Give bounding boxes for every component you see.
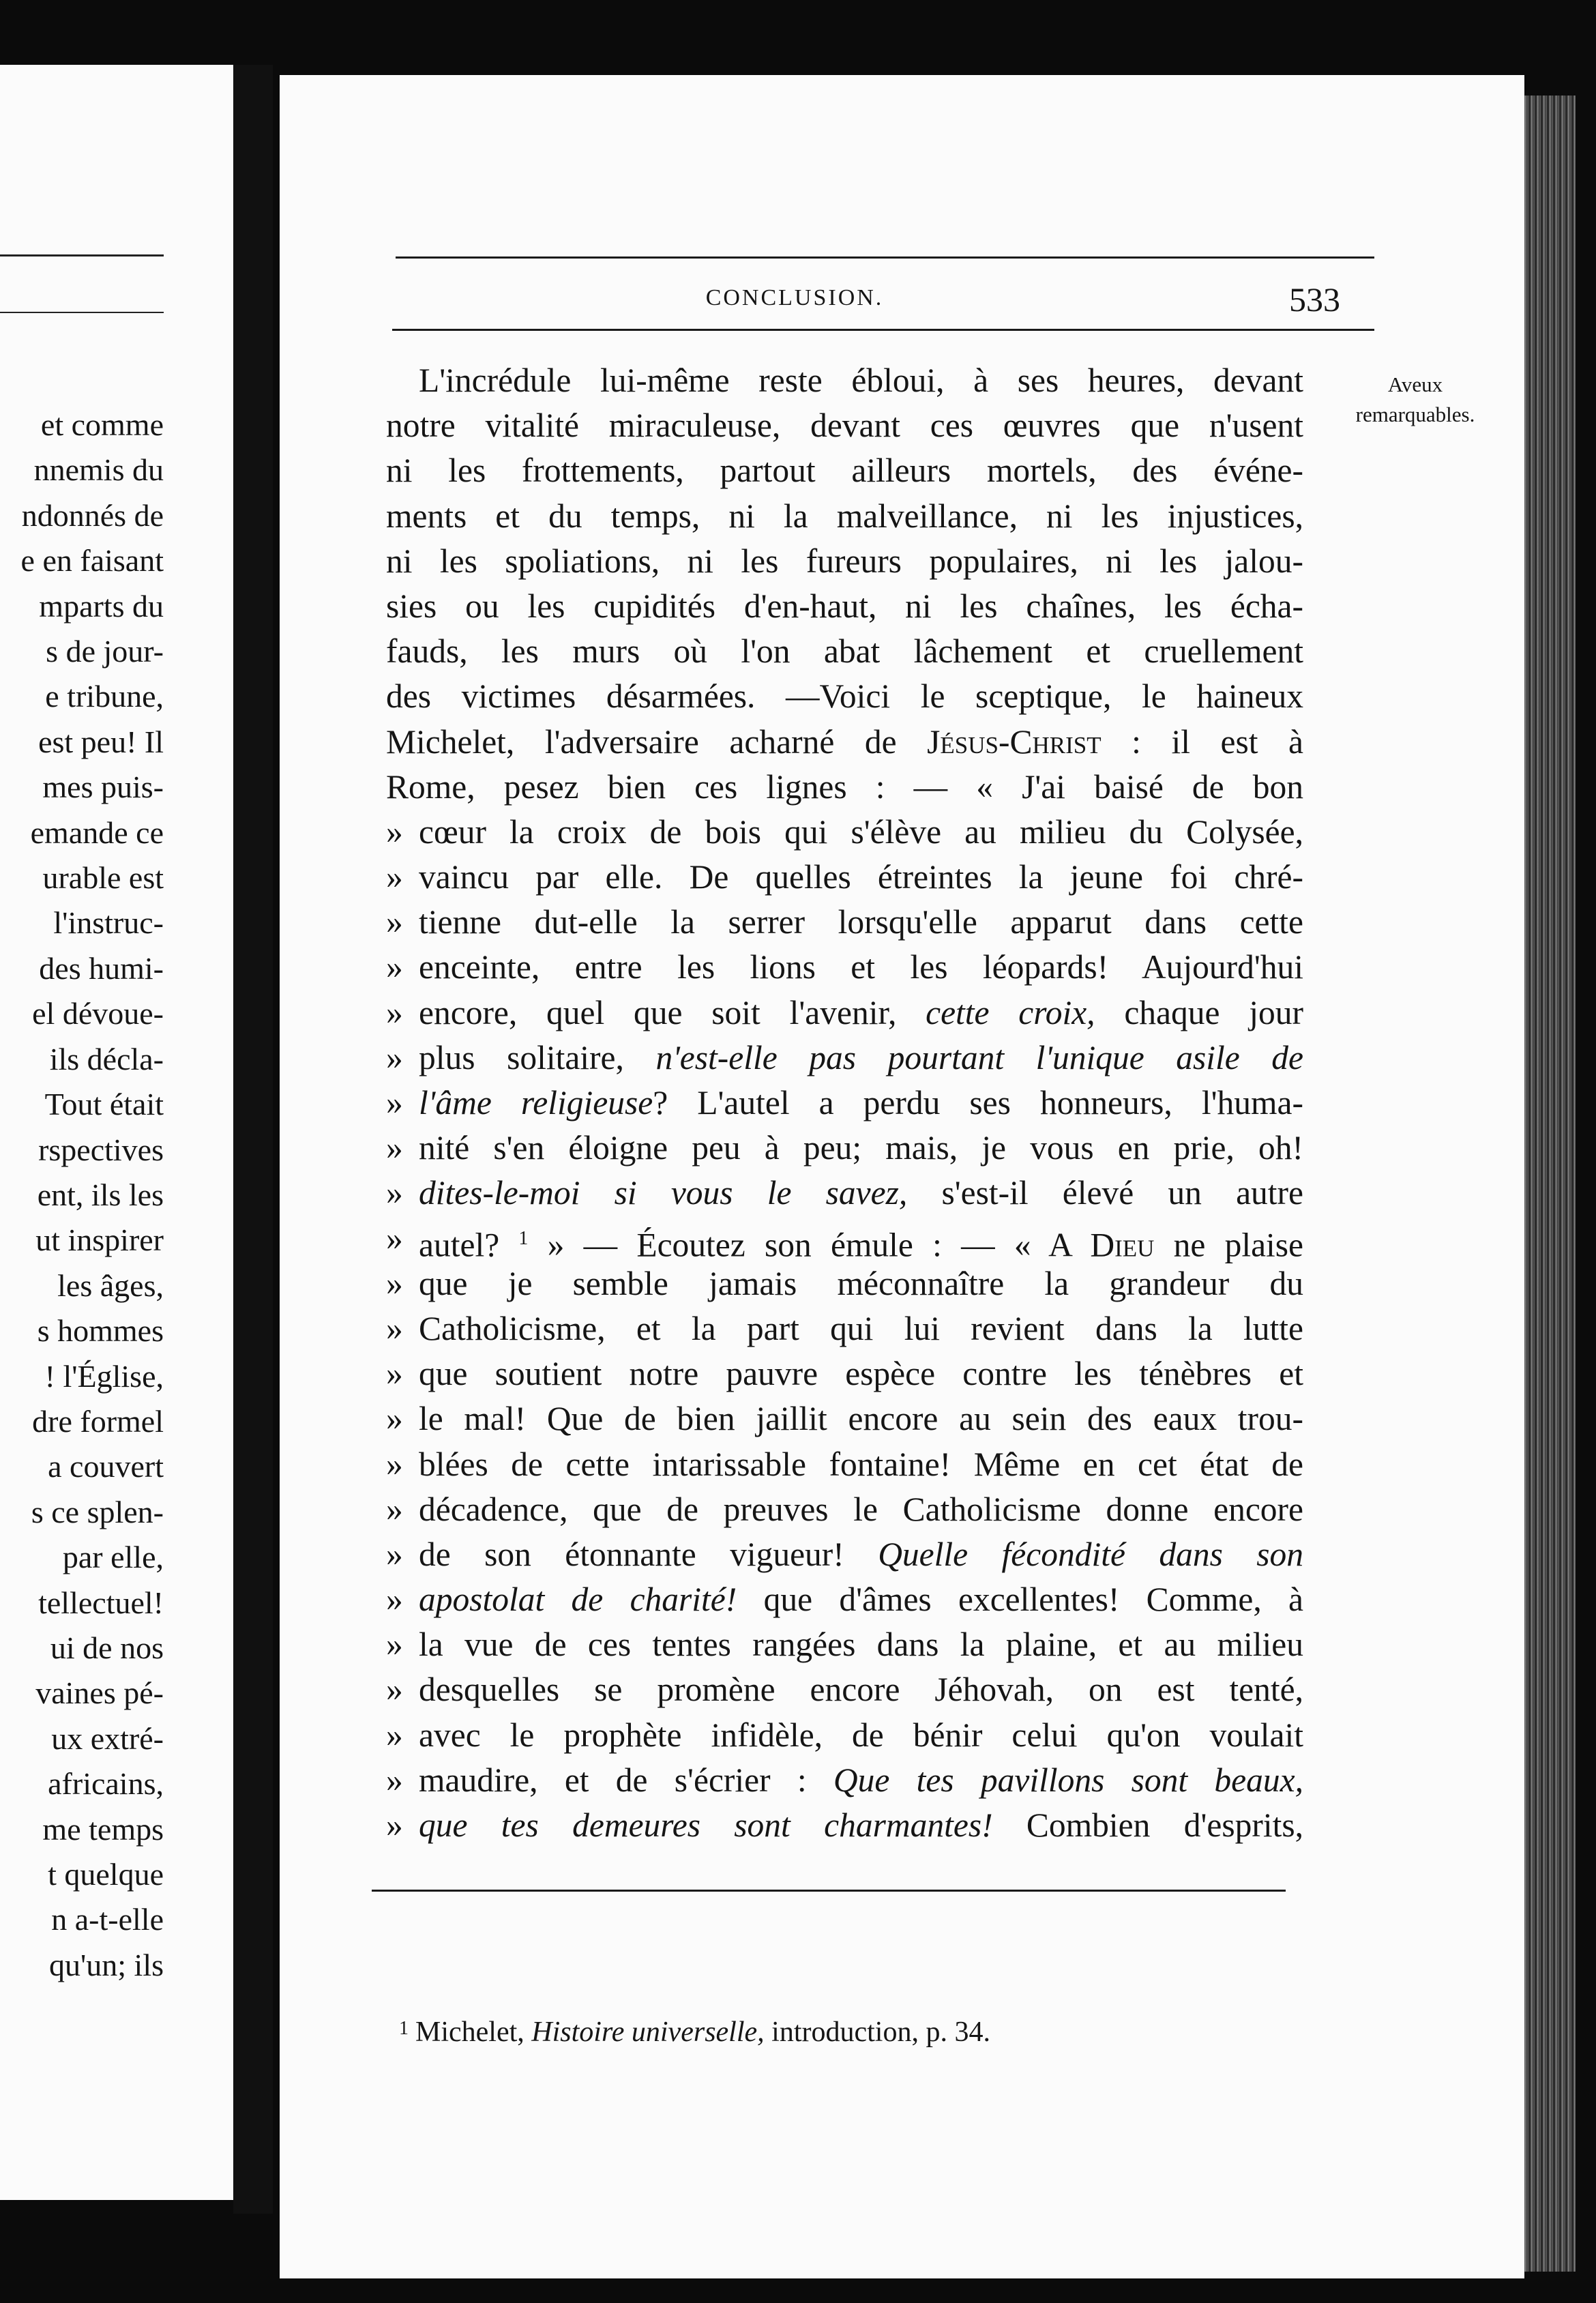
text-line: » encore, quel que soit l'avenir, cette croix, chaque jour: [386, 993, 1303, 1031]
left-page-line: ils décla-: [49, 1041, 164, 1076]
left-page-line: me temps: [42, 1811, 164, 1847]
text-line: fauds, les murs où l'on abat lâchement et cruellement: [386, 632, 1303, 671]
text-line: » desquelles se promène encore Jéhovah, on est tenté,: [386, 1671, 1303, 1709]
text-line: » avec le prophète infidèle, de bénir celui qu'on voulait: [386, 1716, 1303, 1754]
left-page-line: dre formel: [32, 1403, 164, 1439]
margin-note-line: remarquables.: [1355, 402, 1475, 426]
text-line: » de son étonnante vigueur! Quelle fécondité dans son: [386, 1535, 1304, 1573]
left-page-line: qu'un; ils: [48, 1947, 164, 1982]
text-line: des victimes désarmées. —Voici le sceptique, le haineux: [386, 677, 1303, 716]
left-page-line: Tout était: [44, 1087, 164, 1122]
left-page-line: ndonnés de: [21, 497, 164, 533]
left-page-line: t quelque: [48, 1857, 164, 1892]
text-line: » l'âme religieuse? L'autel a perdu ses honneurs, l'huma-: [386, 1084, 1303, 1121]
text-line: » enceinte, entre les lions et les léopards! Aujourd'hui: [386, 948, 1303, 986]
text-line: » le mal! Que de bien jaillit encore au sein des eaux trou-: [386, 1400, 1303, 1438]
left-page-line: ui de nos: [50, 1630, 164, 1665]
header-bottom-rule: [392, 329, 1374, 331]
running-title: CONCLUSION.: [705, 285, 884, 310]
left-page-header-rule: [0, 254, 164, 256]
left-page-line: emande ce: [30, 815, 164, 850]
text-line: » tienne dut-elle la serrer lorsqu'elle apparut dans cette: [386, 903, 1303, 941]
text-line: » vaincu par elle. De quelles étreintes la jeune foi chré-: [386, 858, 1303, 896]
left-page-line: les âges,: [57, 1267, 164, 1303]
left-page-line: el dévoue-: [32, 996, 164, 1031]
text-line: » dites-le-moi si vous le savez, s'est-il élevé un autre: [386, 1174, 1303, 1212]
gutter: [233, 65, 273, 2214]
text-line: L'incrédule lui-même reste ébloui, à ses heures, devant: [419, 362, 1303, 399]
footnote-ref: 1: [518, 1227, 529, 1249]
left-page-line: mes puis-: [42, 769, 164, 805]
text-line: Michelet, l'adversaire acharné de Jésus-Christ : il est à: [386, 722, 1304, 761]
text-line: ni les frottements, partout ailleurs mortels, des événe-: [386, 452, 1303, 490]
left-page-line: s de jour-: [46, 634, 164, 669]
text-line: » blées de cette intarissable fontaine! Même en cet état de: [386, 1445, 1303, 1483]
margin-note: [1316, 370, 1514, 430]
left-page-line: des humi-: [39, 950, 164, 986]
left-page-line: vaines pé-: [35, 1675, 164, 1711]
left-page-line: par elle,: [62, 1540, 164, 1575]
left-page-line: ! l'Église,: [44, 1358, 164, 1394]
text-line: » décadence, que de preuves le Catholicisme donne encore: [386, 1490, 1303, 1528]
left-page-line: s hommes: [37, 1313, 164, 1349]
left-page-line: l'instruc-: [53, 905, 164, 941]
text-line: ni les spoliations, ni les fureurs populaires, ni les jalou-: [386, 542, 1303, 580]
footnote: $^1$ Michelet, Histoire universelle, introduction, p. 34.: [399, 2016, 990, 2048]
left-page-line: ux extré-: [51, 1720, 164, 1756]
left-page-line: africains,: [48, 1766, 164, 1802]
text-line: » nité s'en éloigne peu à peu; mais, je vous en prie, oh!: [386, 1129, 1303, 1167]
right-page: [280, 75, 1524, 2278]
body-text: [386, 358, 1303, 1848]
left-page-line: et comme: [40, 407, 164, 442]
text-line: » maudire, et de s'écrier : Que tes pavillons sont beaux,: [386, 1761, 1303, 1799]
text-line: sies ou les cupidités d'en-haut, ni les chaînes, les écha-: [386, 587, 1303, 625]
left-page-line: ut inspirer: [35, 1222, 164, 1258]
footnote-marker: 1: [399, 2018, 409, 2039]
text-line: » que soutient notre pauvre espèce contre les ténèbres et: [386, 1355, 1303, 1393]
small-caps-name: Dieu: [1090, 1226, 1155, 1264]
text-line: notre vitalité miraculeuse, devant ces œuvres que n'usent: [386, 407, 1303, 445]
text-line: ments et du temps, ni la malveillance, ni les injustices,: [386, 497, 1303, 535]
left-page-line: n a-t-elle: [51, 1902, 164, 1937]
text-line: Rome, pesez bien ces lignes : — « J'ai baisé de bon: [386, 767, 1303, 806]
page-number: 533: [1289, 280, 1340, 319]
text-line: » que je semble jamais méconnaître la grandeur du: [386, 1264, 1303, 1302]
left-page-line: e tribune,: [45, 679, 164, 714]
small-caps-name: Jésus-Christ: [927, 722, 1102, 761]
left-page-line: ent, ils les: [37, 1177, 164, 1212]
left-page-text: [0, 402, 164, 1988]
left-page-line: s ce splen-: [31, 1494, 164, 1529]
left-page-line: rspectives: [38, 1132, 164, 1167]
text-line: » la vue de ces tentes rangées dans la plaine, et au milieu: [386, 1626, 1303, 1664]
margin-note-line: Aveux: [1387, 372, 1443, 396]
left-page: [0, 65, 233, 2200]
running-head: [385, 280, 1340, 321]
text-line: » apostolat de charité! que d'âmes excellentes! Comme, à: [386, 1581, 1304, 1619]
left-page-line: urable est: [42, 860, 164, 896]
text-line: » Catholicisme, et la part qui lui revient dans la lutte: [386, 1309, 1303, 1347]
left-page-line: a couvert: [48, 1449, 164, 1484]
left-page-line: est peu! Il: [38, 724, 164, 759]
text-line: » autel? $^1$ » — Écoutez son émule : — « A Dieu ne plaise: [386, 1219, 1304, 1264]
text-line: » que tes demeures sont charmantes! Combien d'esprits,: [386, 1806, 1304, 1844]
left-page-line: nnemis du: [33, 452, 164, 488]
text-line: » cœur la croix de bois qui s'élève au milieu du Colysée,: [386, 812, 1303, 851]
footnote-rule: [372, 1890, 1286, 1892]
left-page-line: e en faisant: [20, 543, 164, 578]
header-top-rule: [396, 256, 1374, 259]
text-line: » plus solitaire, n'est-elle pas pourtant l'unique asile de: [386, 1038, 1304, 1076]
left-page-header-rule: [0, 312, 164, 313]
left-page-line: mparts du: [39, 588, 164, 624]
left-page-line: tellectuel!: [38, 1585, 164, 1620]
